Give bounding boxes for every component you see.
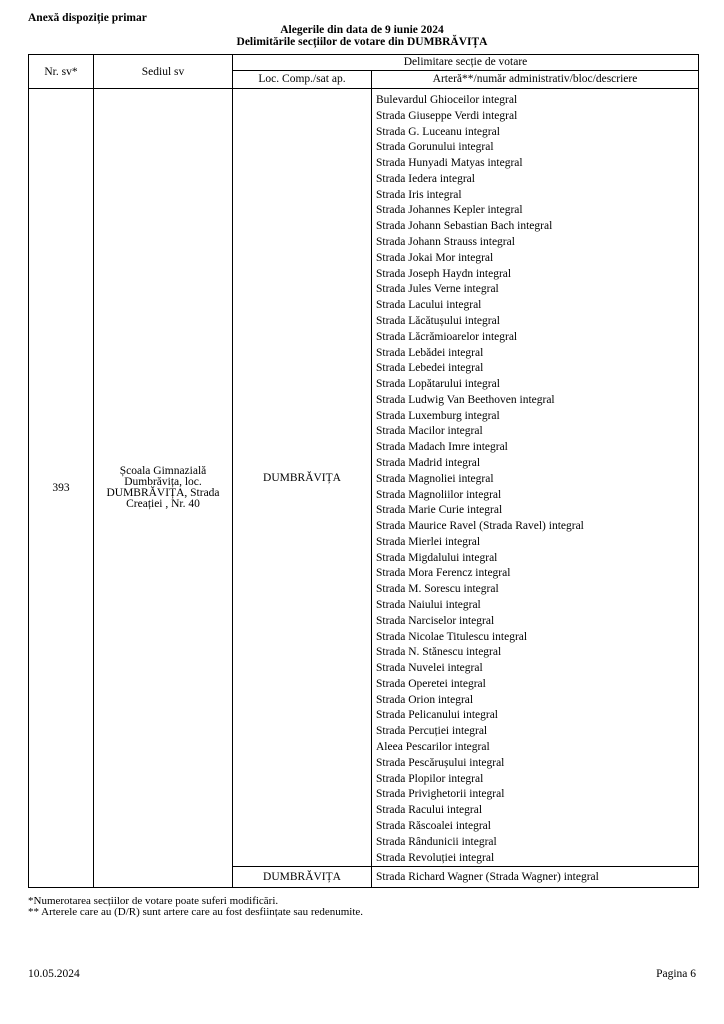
street-item: Strada N. Stănescu integral [376,646,502,659]
street-item: Strada Percuției integral [376,725,488,738]
street-item: Strada Magnoliei integral [376,472,494,485]
street-item: Strada Iedera integral [376,172,475,185]
section-location: Școala Gimnazială Dumbrăvița, loc. DUMBRĂVIȚA, Strada Creației , Nr. 40 [94,89,233,888]
street-item: Strada Migdalului integral [376,551,498,564]
document-subtitle: Delimitările secțiilor de votare din DUMBRĂVIȚA [236,36,488,48]
street-item: Strada Maurice Ravel (Strada Ravel) integral [376,520,584,533]
street-item: Strada Jokai Mor integral [376,251,494,264]
header-artera: Arteră**/număr administrativ/bloc/descriere [372,70,699,88]
street-item: Strada Lopătarului integral [376,378,500,391]
document-title: Alegerile din data de 9 iunie 2024 [280,24,444,36]
street-item: Strada Jules Verne integral [376,283,499,296]
locality: DUMBRĂVIȚA [233,867,372,888]
annex-label: Anexă dispoziție primar [28,12,147,24]
street-item: Strada Giuseppe Verdi integral [376,109,518,122]
document-date: 10.05.2024 [28,968,80,980]
street-item: Strada Macilor integral [376,425,483,438]
street-item: Strada Madrid integral [376,456,481,469]
street-item: Strada Plopilor integral [376,772,484,785]
street-item: Strada Gorunului integral [376,141,494,154]
street-item: Strada G. Luceanu integral [376,125,500,138]
street-item: Strada Racului integral [376,804,483,817]
voting-sections-table [28,54,699,888]
street-item: Strada Rândunicii integral [376,835,497,848]
street-item: Strada Marie Curie integral [376,504,503,517]
street-item: Strada Orion integral [376,693,474,706]
locality: DUMBRĂVIȚA [233,89,372,867]
street-item: Strada Luxemburg integral [376,409,500,422]
street-item: Strada Iris integral [376,188,462,201]
street-item: Strada Richard Wagner (Strada Wagner) integral [372,867,699,888]
footnote-arteries: ** Arterele care au (D/R) sunt artere care au fost desființate sau redenumite. [28,906,364,918]
street-item: Strada Pelicanului integral [376,709,498,722]
street-item: Strada Magnoliilor integral [376,488,502,501]
street-list [372,89,699,867]
street-item: Strada Pescărușului integral [376,756,505,769]
header-delimitare: Delimitare secție de votare [233,55,699,71]
header-loc: Loc. Comp./sat ap. [233,70,372,88]
street-item: Strada Ludwig Van Beethoven integral [376,393,555,406]
street-item: Strada M. Sorescu integral [376,583,499,596]
street-item: Strada Lebedei integral [376,362,484,375]
page-number: Pagina 6 [656,968,696,980]
street-item: Strada Hunyadi Matyas integral [376,157,523,170]
street-item: Aleea Pescarilor integral [376,741,490,754]
street-item: Bulevardul Ghioceilor integral [376,94,518,106]
street-item: Strada Răscoalei integral [376,819,491,832]
header-nr: Nr. sv* [29,55,94,89]
street-item: Strada Revoluției integral [376,851,495,864]
street-item: Strada Operetei integral [376,677,486,690]
street-item: Strada Narciselor integral [376,614,495,627]
street-item: Strada Naiului integral [376,599,481,611]
street-item: Strada Johannes Kepler integral [376,204,523,217]
street-item: Strada Lebădei integral [376,346,484,359]
street-item: Strada Madach Imre integral [376,441,508,454]
table-row [29,89,699,867]
street-item: Strada Johann Sebastian Bach integral [376,220,553,233]
footnote-numbering: *Numerotarea secțiilor de votare poate suferi modificări. [28,895,279,907]
street-item: Strada Nuvelei integral [376,662,483,675]
street-item: Strada Joseph Haydn integral [376,267,512,280]
section-number: 393 [29,89,94,888]
street-item: Strada Lăcrămioarelor integral [376,330,518,343]
street-item: Strada Nicolae Titulescu integral [376,630,528,643]
street-item: Strada Mora Ferencz integral [376,567,511,580]
street-item: Strada Johann Strauss integral [376,236,515,249]
street-item: Strada Mierlei integral [376,535,481,548]
street-item: Strada Lacului integral [376,299,482,312]
street-item: Strada Lăcătușului integral [376,314,500,327]
street-item: Strada Privighetorii integral [376,788,505,801]
header-sediu: Sediul sv [94,55,233,89]
